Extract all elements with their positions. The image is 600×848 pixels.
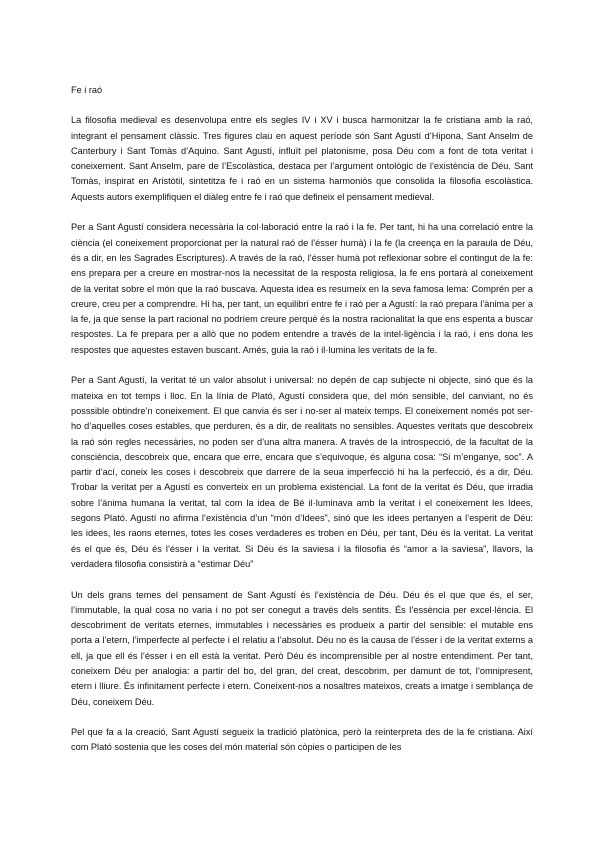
- document-title: Fe i raó: [71, 85, 103, 95]
- paragraph-creation: Pel que fa a la creació, Sant Agustí segueix la tradició platònica, però la reinterpreta des de la fe cristiana. Així com Plató sostenia que les coses del món material són còpies o participen de les: [71, 727, 533, 753]
- document-body: [71, 83, 533, 771]
- paragraph-faith-reason: Per a Sant Agustí considera necessària la col·laboració entre la raó i la fe. Per tant, hi ha una correlació entre la ciència (el coneixement proporcionat per la natural raó de l’ésser humà) i la fe (la creença en la paraula de Déu, és a dir, en les Sagrades Escriptures). A través de la raó, l’ésser humà pot reflexionar sobre el contingut de la fe: ens prepara per a creure en mostrar-nos la necessitat de la resposta religiosa, la fe ens portarà al coneixement de la veritat sobre el món que la raó buscava. Aquesta idea es resumeix en la seva famosa lema: Comprén per a creure, creu per a comprendre. Hi ha, per tant, un equilibri entre fe i raó per a Agustí: la raó prepara l’ànima per a la fe, ja que sense la part racional no podríem creure perquè és la nostra racionalitat la que ens espenta a buscar respostes. La fe prepara per a allò que no podem entendre a través de la intel·ligència i la raó, i ens dona les respostes que aquestes estaven buscant. Amés, guia la raó i il·lumina les veritats de la fe.: [71, 222, 533, 355]
- paragraph-intro: La filosofia medieval es desenvolupa entre els segles IV i XV i busca harmonitzar la fe cristiana amb la raó, integrant el pensament clàssic. Tres figures clau en aquest període són Sant Agustí d’Hipona, Sant Anselm de Canterbury i Sant Tomàs d’Aquino. Sant Agustí, influït pel platonisme, posa Déu com a font de tota veritat i coneixement. Sant Anselm, pare de l’Escolàstica, destaca per l’argument ontològic de l’existència de Déu. Sant Tomàs, inspirat en Aristòtil, sintetitza fe i raó en un sistema harmoniós que consolida la filosofia escolàstica. Aquests autors exemplifiquen el diàleg entre fe i raó que defineix el pensament medieval.: [71, 115, 533, 202]
- paragraph-existence-of-god: Un dels grans temes del pensament de Sant Agustí és l’existència de Déu. Déu és el que que és, el ser, l’immutable, la qual cosa no varia i no pot ser conegut a través dels sentits. És l’essència per excel·lència. El descobriment de veritats eternes, immutables i necessàries es produeix a partir del sensible: el mutable ens porta a l’etern, l’imperfecte al perfecte i el relatiu a l’absolut. Déu no és la causa de l’ésser i de la veritat externs a ell, ja que ell és l’ésser i en ell està la veritat. Però Déu és incomprensible per al nostre entendiment. Per tant, coneixem Déu per analogia: a partir del bo, del gran, del creat, descobrim, per damunt de tot, l’omnipresent, etern i lliure. És infinitament perfecte i etern. Coneixent-nos a nosaltres mateixos, creats a imatge i semblança de Déu, coneixem Déu.: [71, 589, 533, 707]
- paragraph-truth: Per a Sant Agustí, la veritat té un valor absolut i universal: no depén de cap subjecte ni objecte, sinó que és la mateixa en tot temps i lloc. En la línia de Plató, Agustí considera que, del món sensible, del canviant, no és posssible obtindre’n coneixement. El que canvia és ser i no-ser al mateix temps. El coneixement només pot ser-ho d’aquelles coses estables, que perduren, és a dir, de realitats no sensibles. Aquestes veritats que descobreix la raó són regles necessàries, no poden ser d’una altra manera. A través de la introspecció, de la facultat de la consciència, descobreix que, encara que erre, encara que s’equivoque, és alguna cosa: “Si m’enganye, soc”. A partir d’ací, coneix les coses i descobreix que darrere de la seua imperfecció hi ha la perfecció, és a dir, Déu. Trobar la veritat per a Agustí es converteix en un problema existencial. La font de la veritat és Déu, que irradia sobre l’ànima humana la veritat, tal com la idea de Bé il·luminava amb la veritat i el coneixement les Idees, segons Plató. Agustí no afirma l’existència d’un “món d’Idees”, sinó que les idees pertanyen a l’esperit de Déu: les idees, les raons eternes, totes les coses verdaderes es troben en Déu, per tant, Déu és la veritat. La veritat és el que és, Déu és l’ésser i la veritat. Si Déu és la saviesa i la filosofia és “amor a la saviesa”, llavors, la verdadera filosofia consistirà a “estimar Déu”: [71, 375, 533, 569]
